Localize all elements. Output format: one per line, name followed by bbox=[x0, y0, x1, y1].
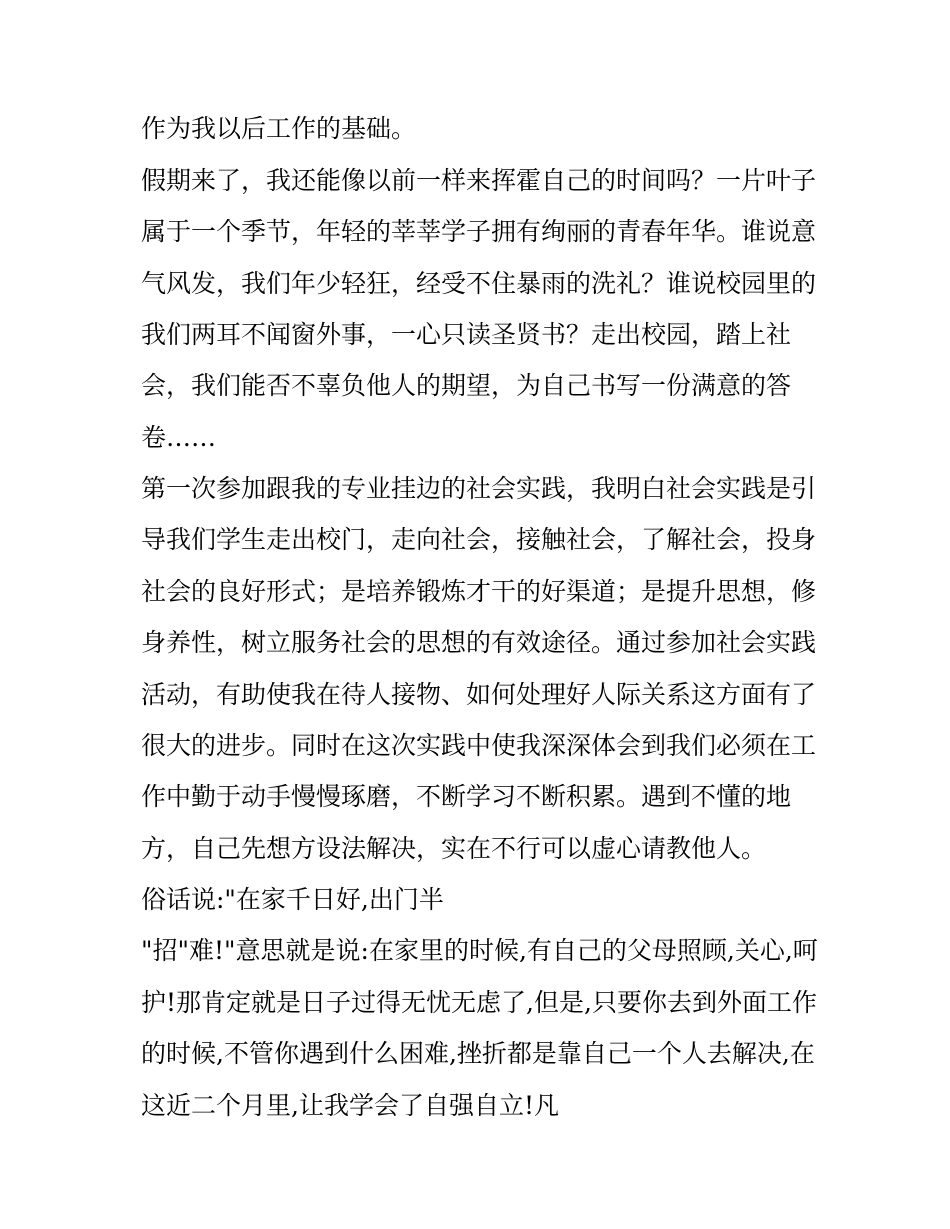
text-line-12: 活动，有助使我在待人接物、如何处理好人际关系这方面有了 bbox=[141, 680, 817, 709]
text-line-13: 很大的进步。同时在这次实践中使我深深体会到我们必须在工 bbox=[141, 731, 817, 760]
text-line-11: 身养性，树立服务社会的思想的有效途径。通过参加社会实践 bbox=[141, 628, 817, 657]
text-line-15: 方，自己先想方设法解决，实在不行可以虚心请教他人。 bbox=[141, 834, 767, 863]
text-line-1: 作为我以后工作的基础。 bbox=[141, 114, 417, 143]
text-line-6: 会，我们能否不辜负他人的期望，为自己书写一份满意的答 bbox=[141, 371, 792, 400]
text-line-14: 作中勤于动手慢慢琢磨，不断学习不断积累。遇到不懂的地 bbox=[141, 782, 792, 811]
text-line-17: "招"难!"意思就是说:在家里的时候,有自己的父母照顾,关心,呵 bbox=[141, 936, 818, 965]
text-line-2: 假期来了，我还能像以前一样来挥霍自己的时间吗？一片叶子 bbox=[141, 166, 817, 195]
text-line-5: 我们两耳不闻窗外事，一心只读圣贤书？走出校园，踏上社 bbox=[141, 320, 792, 349]
text-line-16: 俗话说:"在家千日好,出门半 bbox=[141, 885, 444, 914]
text-line-7: 卷…… bbox=[141, 423, 217, 452]
text-line-20: 这近二个月里,让我学会了自强自立!凡 bbox=[141, 1091, 559, 1120]
text-line-19: 的时候,不管你遇到什么困难,挫折都是靠自己一个人去解决,在 bbox=[141, 1039, 815, 1068]
text-line-3: 属于一个季节，年轻的莘莘学子拥有绚丽的青春年华。谁说意 bbox=[141, 217, 817, 246]
text-line-18: 护!那肯定就是日子过得无忧无虑了,但是,只要你去到外面工作 bbox=[141, 988, 817, 1017]
text-line-10: 社会的良好形式；是培养锻炼才干的好渠道；是提升思想，修 bbox=[141, 577, 817, 606]
text-line-9: 导我们学生走出校门，走向社会，接触社会，了解社会，投身 bbox=[141, 525, 817, 554]
text-line-4: 气风发，我们年少轻狂，经受不住暴雨的洗礼？谁说校园里的 bbox=[141, 269, 817, 298]
text-line-8: 第一次参加跟我的专业挂边的社会实践，我明白社会实践是引 bbox=[141, 474, 817, 503]
